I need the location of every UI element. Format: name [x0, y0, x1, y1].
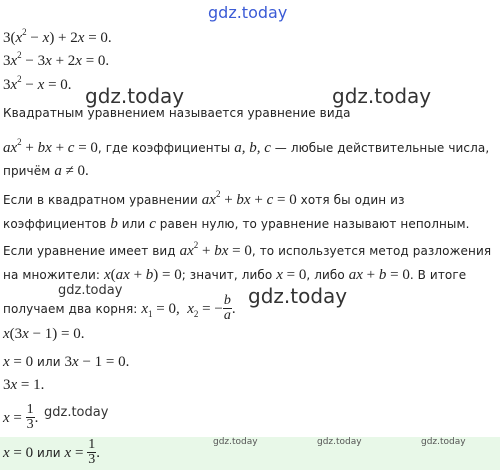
watermark-footer-1: gdz.today — [213, 437, 258, 447]
watermark-left: gdz.today — [85, 84, 185, 108]
watermark-footer-2: gdz.today — [317, 437, 362, 447]
definition-text: Квадратным уравнением называется уравнение вида — [3, 106, 351, 120]
a-nonzero-line: причём a ≠ 0. — [3, 163, 89, 179]
fraction-final: $\frac{1}{3}$ — [88, 437, 96, 467]
general-form-line: $ax^2$ + bx + c = 0, где коэффициенты a, b, c — любые действительные числа, — [3, 137, 490, 156]
final-answer-line: x = 0 или x = $\frac{1}{3}$ . — [3, 437, 100, 467]
watermark-right: gdz.today — [332, 84, 432, 108]
factorization-line: на множители: x(ax + b) = 0; значит, либо x = 0, либо ax + b = 0. В итоге — [3, 267, 467, 283]
watermark-mid-big: gdz.today — [248, 284, 348, 308]
incomplete-condition-line: Если в квадратном уравнении $ax^2$ + bx + c = 0 хотя бы один из — [3, 189, 405, 208]
equation-line-7: x = $\frac{1}{3}$ . — [3, 402, 39, 432]
watermark-footer-3: gdz.today — [421, 437, 466, 447]
equation-line-3: $3x^2 - x = 0$. — [3, 74, 72, 93]
equation-line-4: x(3x − 1) = 0. — [3, 326, 85, 342]
equation-line-6: 3x = 1. — [3, 377, 45, 393]
watermark-top: gdz.today — [208, 3, 288, 22]
coefficients-line: коэффициентов b или c равен нулю, то уравнение называют неполным. — [3, 216, 470, 232]
equation-line-1: $3(x^2 - x) + 2x = 0$. — [3, 27, 112, 46]
fraction-one-third: $\frac{1}{3}$ — [26, 402, 34, 432]
watermark-frac-overlap: gdz.today — [44, 405, 109, 420]
watermark-mid-small: gdz.today — [58, 283, 123, 298]
two-roots-line: получаем два корня: $x_1 = 0$, $x_2$ = − $\frac{b}{a}$ . — [3, 293, 236, 323]
form-line: Если уравнение имеет вид $ax^2$ + bx = 0, то используется метод разложения — [3, 240, 492, 259]
equation-line-2: $3x^2 - 3x + 2x = 0$. — [3, 50, 110, 69]
equation-line-5: x = 0 или 3x − 1 = 0. — [3, 354, 130, 370]
fraction-b-over-a: $\frac{b}{a}$ — [223, 293, 231, 323]
